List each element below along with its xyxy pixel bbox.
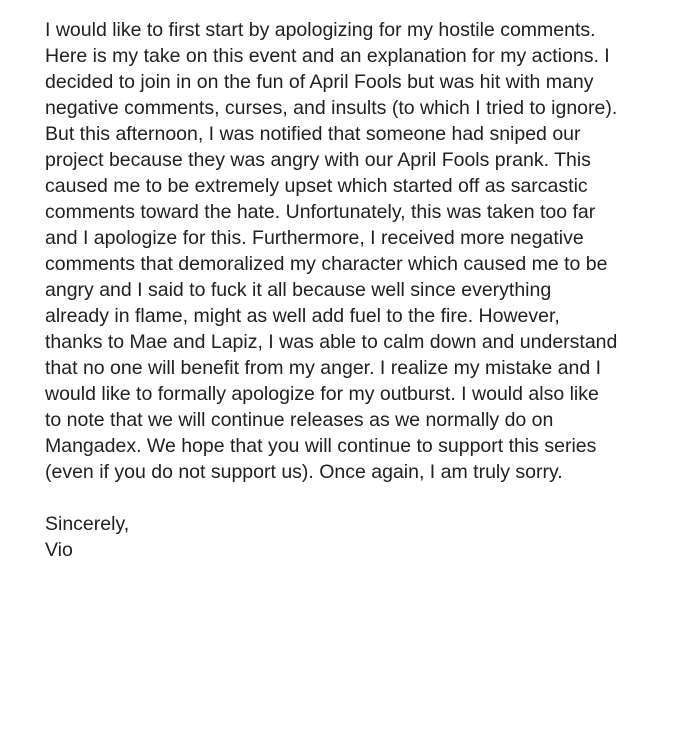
body-line: Mangadex. We hope that you will continue to support this series bbox=[45, 435, 597, 457]
body-line: caused me to be extremely upset which started off as sarcastic bbox=[45, 175, 588, 197]
body-line: comments toward the hate. Unfortunately, this was taken too far bbox=[45, 201, 596, 223]
body-line: comments that demoralized my character which caused me to be bbox=[45, 253, 608, 275]
body-line: negative comments, curses, and insults (to which I tried to ignore). bbox=[45, 97, 618, 119]
letter-body bbox=[45, 17, 645, 485]
paragraph-gap bbox=[45, 485, 645, 511]
letter bbox=[45, 17, 645, 563]
body-line: thanks to Mae and Lapiz, I was able to calm down and understand bbox=[45, 331, 618, 353]
body-line: that no one will benefit from my anger. I realize my mistake and I bbox=[45, 357, 602, 379]
body-line: But this afternoon, I was notified that someone had sniped our bbox=[45, 123, 581, 145]
body-line: (even if you do not support us). Once again, I am truly sorry. bbox=[45, 461, 563, 483]
body-line: would like to formally apologize for my outburst. I would also like bbox=[45, 383, 599, 405]
body-line: I would like to first start by apologizing for my hostile comments. bbox=[45, 19, 596, 41]
body-line: already in flame, might as well add fuel to the fire. However, bbox=[45, 305, 560, 327]
signature: Vio bbox=[45, 539, 73, 561]
closing: Sincerely, bbox=[45, 513, 130, 535]
body-line: decided to join in on the fun of April Fools but was hit with many bbox=[45, 71, 594, 93]
body-line: to note that we will continue releases as we normally do on bbox=[45, 409, 554, 431]
body-line: Here is my take on this event and an explanation for my actions. I bbox=[45, 45, 610, 67]
body-line: project because they was angry with our April Fools prank. This bbox=[45, 149, 591, 171]
body-line: and I apologize for this. Furthermore, I received more negative bbox=[45, 227, 584, 249]
body-line: angry and I said to fuck it all because well since everything bbox=[45, 279, 552, 301]
